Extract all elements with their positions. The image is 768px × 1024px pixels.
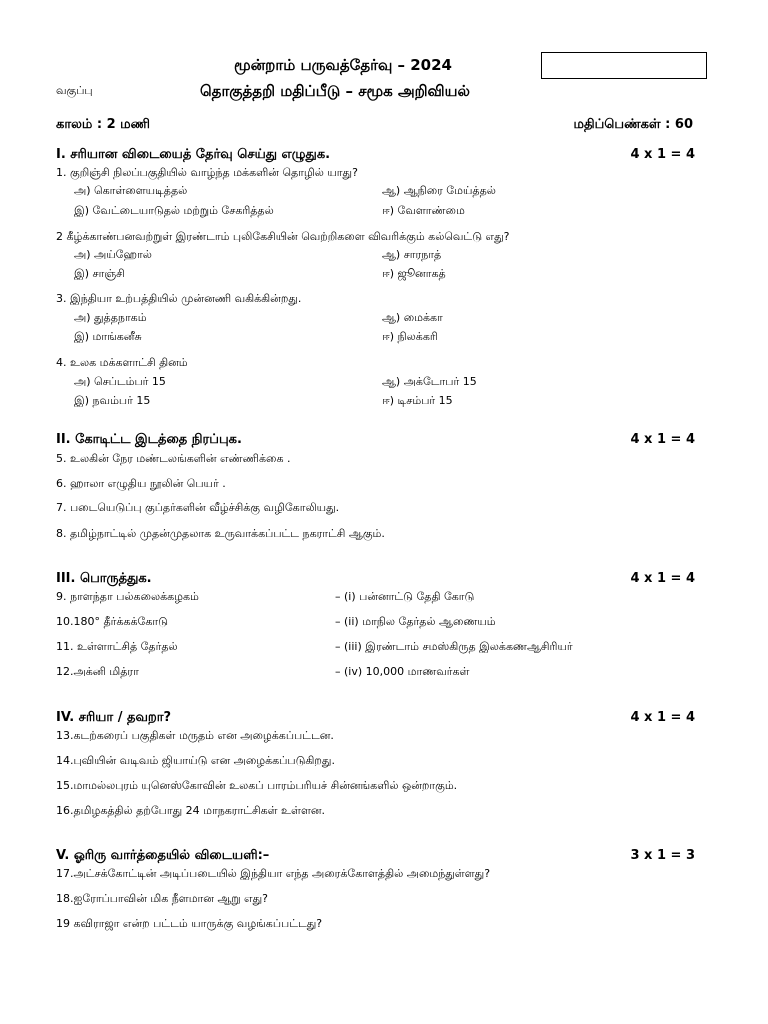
short-answer-item: 18.ஐரோப்பாவின் மிக நீளமான ஆறு எது? [56,892,269,905]
short-answer-item: 19 கவிராஜா என்ற பட்டம் யாருக்கு வழங்கப்பட்டது? [56,917,323,930]
section-marks: 4 x 1 = 4 [630,710,695,725]
exam-subtitle: தொகுத்தறி மதிப்பீடு – சமூக அறிவியல் [200,82,470,100]
option: ஈ) வேளாண்மை [382,204,465,217]
fill-blank-item: 7. படையெடுப்பு குப்தர்களின் வீழ்ச்சிக்கு வழிகோலியது. [56,501,340,514]
section-heading: II. கோடிட்ட இடத்தை நிரப்புக. [56,432,242,447]
question-text: 4. உலக மக்களாட்சி தினம் [56,356,188,369]
fill-blank-item: 6. ஹாலா எழுதிய நூலின் பெயர் . [56,477,226,490]
true-false-item: 14.புவியின் வடிவம் ஜியாய்டு என அழைக்கப்படுகிறது. [56,754,335,767]
section-heading: I. சரியான விடையைத் தேர்வு செய்து எழுதுக. [56,147,331,162]
true-false-item: 16.தமிழகத்தில் தற்போது 24 மாநகராட்சிகள் உள்ளன. [56,804,326,817]
true-false-item: 13.கடற்கரைப் பகுதிகள் மருதம் என அழைக்கப்பட்டன. [56,729,334,742]
section-marks: 4 x 1 = 4 [630,571,695,586]
match-left-item: 11. உள்ளாட்சித் தேர்தல் [56,640,178,653]
register-number-box [541,52,707,79]
option: இ) மாங்கனீசு [74,330,142,343]
option: அ) கொள்ளையடித்தல் [74,184,188,197]
match-left-item: 9. நாளந்தா பல்கலைக்கழகம் [56,590,199,603]
question-text: 3. இந்தியா உற்பத்தியில் முன்னணி வகிக்கின்றது. [56,292,302,305]
match-left-item: 10.180° தீர்க்கக்கோடு [56,615,168,628]
option: அ) துத்தநாகம் [74,311,147,324]
section-heading: III. பொருத்துக. [56,571,152,586]
true-false-item: 15.மாமல்லபுரம் யுனெஸ்கோவின் உலகப் பாரம்பரியச் சின்னங்களில் ஒன்றாகும். [56,779,458,792]
option: அ) செப்டம்பர் 15 [74,375,166,388]
exam-title: மூன்றாம் பருவத்தேர்வு – 2024 [234,56,452,74]
option: ஆ) சாரநாத் [382,248,442,261]
question-text: 1. குறிஞ்சி நிலப்பகுதியில் வாழ்ந்த மக்களின் தொழில் யாது? [56,166,358,179]
option: ஆ) அக்டோபர் 15 [382,375,477,388]
section-marks: 4 x 1 = 4 [630,432,695,447]
class-label: வகுப்பு [56,84,93,97]
match-left-item: 12.அக்னி மித்ரா [56,665,139,678]
section-marks: 3 x 1 = 3 [630,848,695,863]
option: அ) அய்ஹோல் [74,248,152,261]
option: இ) சாஞ்சி [74,267,125,280]
fill-blank-item: 5. உலகின் நேர மண்டலங்களின் எண்ணிக்கை . [56,452,291,465]
option: ஆ) ஆநிரை மேய்த்தல் [382,184,496,197]
option: இ) நவம்பர் 15 [74,394,151,407]
option: ஈ) ஜூனாகத் [382,267,446,280]
section-marks: 4 x 1 = 4 [630,147,695,162]
question-text: 2 கீழ்க்காண்பனவற்றுள் இரண்டாம் புலிகேசியின் வெற்றிகளை விவரிக்கும் கல்வெட்டு எது? [56,230,510,243]
section-heading: IV. சரியா / தவறா? [56,710,172,725]
match-right-item: – (iv) 10,000 மாணவர்கள் [335,665,470,678]
time-allowed: காலம் : 2 மணி [56,117,150,132]
fill-blank-item: 8. தமிழ்நாட்டில் முதன்முதலாக உருவாக்கப்பட்ட நகராட்சி ஆகும். [56,527,385,540]
match-right-item: – (ii) மாநில தேர்தல் ஆணையம் [335,615,496,628]
option: ஈ) நிலக்கரி [382,330,438,343]
total-marks: மதிப்பெண்கள் : 60 [573,117,693,132]
section-heading: V. ஓரிரு வார்த்தையில் விடையளி:– [56,848,270,863]
short-answer-item: 17.அட்சக்கோட்டின் அடிப்படையில் இந்தியா எந்த அரைக்கோளத்தில் அமைந்துள்ளது? [56,867,491,880]
option: இ) வேட்டையாடுதல் மற்றும் சேகரித்தல் [74,204,274,217]
match-right-item: – (iii) இரண்டாம் சமஸ்கிருத இலக்கணஆசிரியர் [335,640,573,653]
option: ஈ) டிசம்பர் 15 [382,394,453,407]
match-right-item: – (i) பன்னாட்டு தேதி கோடு [335,590,475,603]
option: ஆ) மைக்கா [382,311,443,324]
